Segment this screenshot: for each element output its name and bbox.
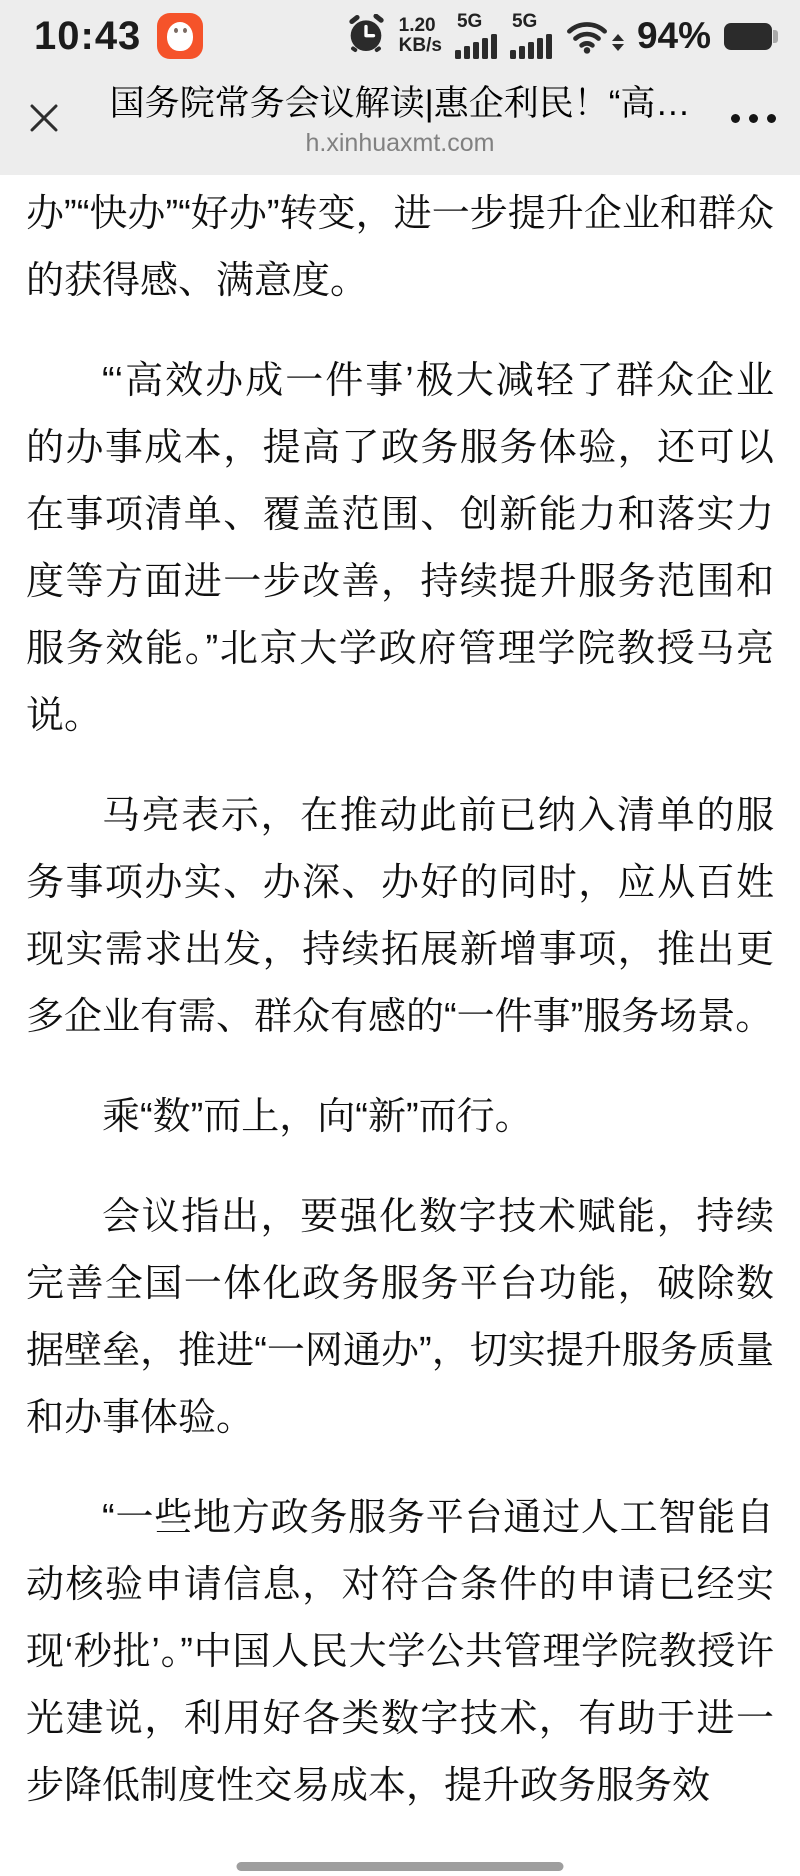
page-url: h.xinhuaxmt.com [305,129,495,157]
article-paragraph: 马亮表示，在推动此前已纳入清单的服务事项办实、办深、办好的同时，应从百姓现实需求出发，持续拓展新增事项，推出更多企业有需、群众有感的“一件事”服务场景。 [26,795,774,1038]
battery-icon [724,23,772,50]
status-bar-left [34,13,203,59]
article-paragraph: 会议指出，要强化数字技术赋能，持续完善全国一体化政务服务平台功能，破除数据壁垒，推进“一网通办”，切实提升服务质量和办事体验。 [26,1196,774,1439]
signal-bars [455,33,497,59]
home-indicator-bar[interactable] [237,1862,564,1871]
network-speed-unit: KB/s [398,35,442,56]
flame-mascot-app-icon [157,13,203,59]
cell-signal-bars-icon-sim1 [455,13,497,59]
alarm-clock-icon [346,14,386,59]
browser-header [0,72,800,175]
sim1-network-label: 5G [456,11,483,32]
mascot-face [167,22,193,51]
article-paragraph: “‘高效办成一件事’极大减轻了群众企业的办事成本，提高了政务服务体验，还可以在事项清单、覆盖范围、创新能力和落实力度等方面进一步改善，持续提升服务范围和服务效能。”北京大学政府管理学院教授马亮说。 [26,360,774,737]
page-title: 国务院常务会议解读|惠企利民！“高… [109,84,691,123]
clock-time: 10:43 [34,13,142,58]
close-button[interactable] [22,98,66,142]
network-speed [399,16,442,56]
status-bar-right [346,13,772,59]
signal-bars [510,33,552,59]
article-paragraph: 办”“快办”“好办”转变，进一步提升企业和群众的获得感、满意度。 [26,193,774,302]
close-icon [26,100,62,141]
cell-signal-bars-icon-sim2 [510,13,552,59]
data-transfer-arrows-icon [612,34,624,51]
sim2-network-label: 5G [511,11,538,32]
network-speed-value: 1.20 [398,15,436,36]
wifi-icon [565,18,624,54]
article-paragraph: 乘“数”而上，向“新”而行。 [102,1096,533,1138]
article-paragraph: “一些地方政务服务平台通过人工智能自动核验申请信息，对符合条件的申请已经实现‘秒批’。”中国人民大学公共管理学院教授许光建说，利用好各类数字技术，有助于进一步降低制度性交易成本，提升政务服务效 [26,1497,774,1807]
article-body[interactable] [0,175,800,1820]
more-menu-button[interactable] [731,114,776,123]
battery-percentage: 94% [636,15,711,56]
more-dots-icon [731,114,740,123]
status-bar [0,0,800,72]
